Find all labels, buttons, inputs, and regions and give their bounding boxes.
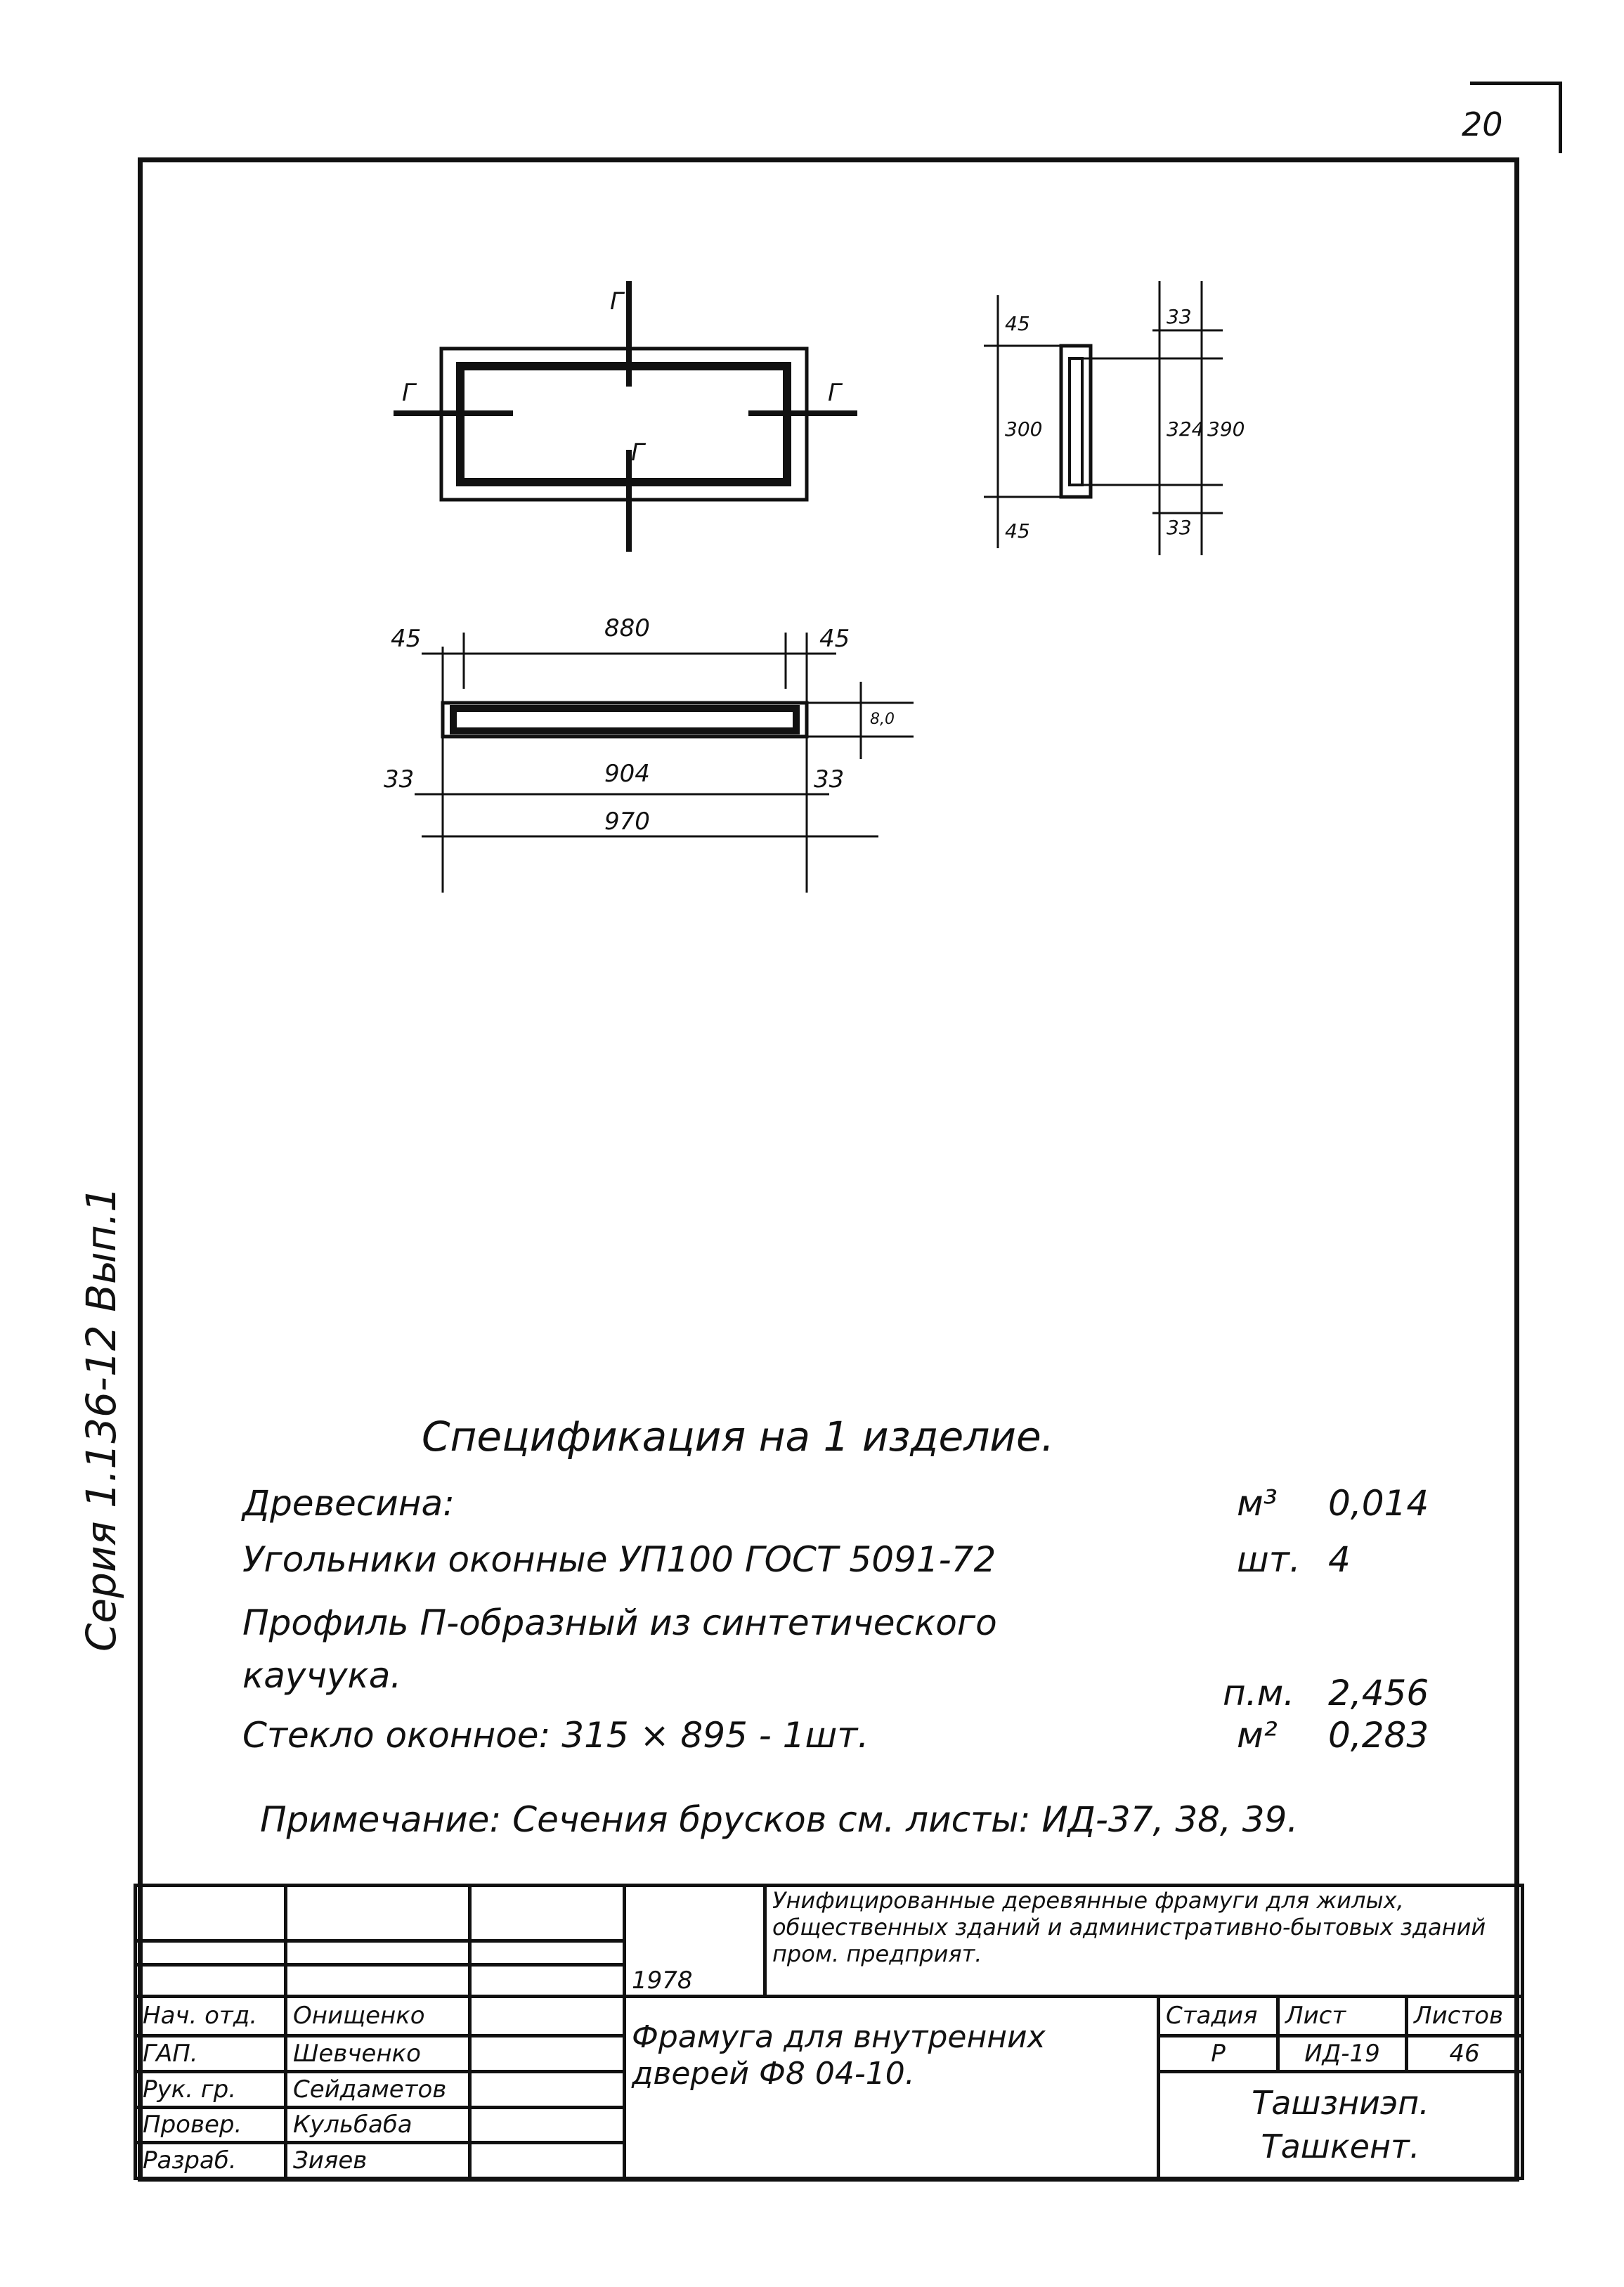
dim-lower-left: 33 <box>384 765 415 793</box>
tb-role: ГАП. <box>136 2036 286 2072</box>
tb-role: Рук. гр. <box>136 2071 286 2107</box>
spec-row-qty: 0,283 <box>1328 1715 1429 1756</box>
spec-row-name: Древесина: <box>242 1483 455 1524</box>
spec-row-qty: 2,456 <box>1328 1673 1429 1713</box>
dim-side-right-bottom: 33 <box>1167 516 1192 539</box>
spec-row-qty: 4 <box>1328 1539 1351 1580</box>
dim-plan-left: 45 <box>391 625 422 653</box>
tb-sheet-label: Лист <box>1278 1996 1407 2035</box>
dim-lower-middle: 904 <box>604 760 650 788</box>
tb-signature <box>470 2036 625 2072</box>
tb-organization-name: Ташзниэп. <box>1252 2084 1429 2123</box>
dim-overall: 970 <box>604 808 650 836</box>
tb-sheets-value: 46 <box>1407 2036 1523 2072</box>
frame-elevation-inner <box>460 366 787 482</box>
title-block <box>134 1884 1524 2180</box>
dim-plan-middle: 880 <box>604 614 650 642</box>
sheet-number: 20 <box>1462 105 1503 143</box>
tb-sheets-label: Листов <box>1407 1996 1523 2035</box>
frame-elevation-outer <box>441 349 807 500</box>
dim-side-right-middle: 324 <box>1167 417 1204 441</box>
side-profile-outer <box>1061 346 1091 497</box>
tb-role: Разраб. <box>136 2143 286 2179</box>
tb-drawing-title: Фрамуга для внутренних дверей Ф8 04-10. <box>625 1996 1159 2178</box>
dim-plan-height: 8,0 <box>870 711 895 728</box>
tb-signature <box>470 1996 625 2035</box>
dim-lower-right: 33 <box>814 765 845 793</box>
frame-plan-inner <box>453 708 796 731</box>
dim-side-right-overall: 390 <box>1207 417 1245 441</box>
tb-person: Онищенко <box>286 1996 470 2035</box>
tb-signature <box>470 2143 625 2179</box>
tb-signature <box>470 2107 625 2143</box>
spec-row-unit: м² <box>1237 1715 1278 1756</box>
tb-role: Провер. <box>136 2107 286 2143</box>
tb-person: Кульбаба <box>286 2107 470 2143</box>
spec-row-name: Стекло оконное: 315 × 895 - 1шт. <box>242 1715 869 1756</box>
dim-side-left-top: 45 <box>1005 312 1030 335</box>
section-mark-bottom: Г <box>631 439 644 467</box>
spec-row-unit: п.м. <box>1223 1673 1295 1713</box>
spec-title: Спецификация на 1 изделие. <box>422 1413 1055 1460</box>
tb-sheet-value: ИД-19 <box>1278 2036 1407 2072</box>
tb-person: Сейдаметов <box>286 2071 470 2107</box>
dim-side-left-bottom: 45 <box>1005 519 1030 543</box>
spec-row-qty: 0,014 <box>1328 1483 1429 1524</box>
tb-stage-value: Р <box>1159 2036 1278 2072</box>
tb-city: Ташкент. <box>1261 2127 1420 2166</box>
side-profile-inner <box>1070 358 1082 485</box>
dim-side-left-middle: 300 <box>1005 417 1043 441</box>
tb-signature <box>470 2071 625 2107</box>
spec-row-unit: шт. <box>1237 1539 1301 1580</box>
dim-plan-right: 45 <box>819 625 850 653</box>
dim-side-right-top: 33 <box>1167 305 1192 328</box>
spec-row-name: каучука. <box>242 1655 402 1696</box>
spec-note: Примечание: Сечения брусков см. листы: ИД-37, 38, 39. <box>260 1799 1299 1840</box>
tb-person: Шевченко <box>286 2036 470 2072</box>
section-mark-right: Г <box>828 379 841 407</box>
tb-stage-label: Стадия <box>1159 1996 1278 2035</box>
tb-organization <box>1159 2071 1523 2178</box>
tb-role: Нач. отд. <box>136 1996 286 2035</box>
spec-row-name: Профиль П-образный из синтетического <box>242 1602 997 1643</box>
spec-row-unit: м³ <box>1237 1483 1278 1524</box>
tb-project-title: Унифицированные деревянные фрамуги для жилых, общественных зданий и административно-бытовых зданий пром. предприят. <box>765 1886 1523 1997</box>
series-label: Серия 1.136-12 Вып.1 <box>77 1186 125 1652</box>
tb-year: 1978 <box>625 1886 765 1997</box>
section-mark-top: Г <box>610 287 623 316</box>
section-mark-left: Г <box>402 379 415 407</box>
tb-person: Зияев <box>286 2143 470 2179</box>
spec-row-name: Угольники оконные УП100 ГОСТ 5091-72 <box>242 1539 996 1580</box>
